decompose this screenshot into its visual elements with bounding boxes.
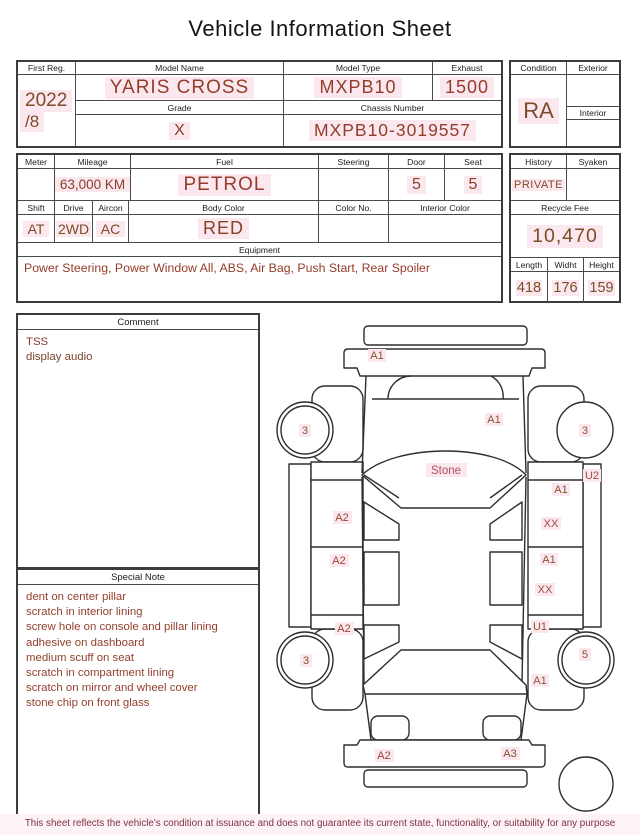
- special-note-line: scratch in compartment lining: [26, 667, 175, 680]
- car-damage-diagram: [268, 312, 634, 812]
- damage-label: 3: [302, 655, 310, 667]
- damage-label: A2: [377, 750, 391, 762]
- aircon-value: AC: [93, 215, 129, 243]
- seat-label: Seat: [445, 155, 501, 169]
- special-note-box: [16, 568, 260, 819]
- special-note-line: adhesive on dashboard: [26, 636, 145, 649]
- meter-value: [18, 169, 55, 201]
- rear-window: [363, 650, 527, 694]
- special-note-line: screw hole on console and pillar lining: [26, 621, 218, 634]
- shift-label: Shift: [18, 201, 55, 215]
- length-value: 418: [511, 272, 548, 303]
- damage-label: 3: [581, 425, 589, 437]
- door-value: 5: [389, 169, 445, 201]
- model-name-value: YARIS CROSS: [76, 75, 284, 101]
- width-label: Widht: [548, 258, 584, 272]
- damage-label: 3: [301, 425, 309, 437]
- special-note-line: stone chip on front glass: [26, 697, 150, 710]
- exterior-label: Exterior: [567, 62, 619, 75]
- registration-table: [16, 60, 503, 148]
- damage-label: A1: [533, 675, 547, 687]
- special-note-line: dent on center pillar: [26, 591, 127, 603]
- special-note-line: medium scuff on seat: [26, 651, 135, 664]
- damage-label: 5: [581, 649, 589, 661]
- body-color-label: Body Color: [129, 201, 319, 215]
- spare-tire: [559, 757, 613, 811]
- front-grille-bar: [364, 326, 527, 345]
- damage-label: XX: [537, 584, 553, 596]
- page-title: Vehicle Information Sheet: [188, 16, 452, 41]
- interior-value: [567, 120, 619, 146]
- width-value: 176: [548, 272, 584, 303]
- mileage-value: 63,000 KM: [55, 169, 131, 201]
- damage-label: XX: [543, 518, 559, 530]
- disclaimer-text: This sheet reflects the vehicle's condition at issuance and does not guarantee its current state, functionality, or suitability for any purpose: [24, 818, 616, 829]
- seat-value: 5: [445, 169, 501, 201]
- special-note-line: scratch on mirror and wheel cover: [26, 682, 198, 695]
- spec-table: [16, 153, 503, 303]
- left-sill-strip: [289, 464, 311, 627]
- equipment-label: Equipment: [18, 243, 501, 257]
- damage-label: A2: [337, 623, 351, 635]
- history-table: [509, 153, 621, 303]
- meter-label: Meter: [18, 155, 55, 169]
- shift-value: AT: [18, 215, 55, 243]
- chassis-number-label: Chassis Number: [284, 101, 501, 115]
- damage-label: A1: [487, 414, 501, 426]
- condition-value: RA: [511, 75, 567, 146]
- color-no-label: Color No.: [319, 201, 389, 215]
- right-sill-strip: [583, 464, 601, 627]
- history-value: PRIVATE: [511, 169, 567, 201]
- recycle-fee-label: Recycle Fee: [511, 201, 619, 215]
- right-taillight: [483, 716, 521, 740]
- grade-value: X: [76, 115, 284, 146]
- condition-table: [509, 60, 621, 148]
- damage-label: U2: [584, 470, 600, 482]
- condition-label: Condition: [511, 62, 567, 75]
- model-type-label: Model Type: [284, 62, 433, 75]
- left-door-panels: [311, 462, 363, 629]
- first-reg-value: 2022 /8: [18, 75, 76, 146]
- damage-label: A3: [503, 748, 517, 760]
- exhaust-value: 1500: [433, 75, 501, 101]
- length-label: Length: [511, 258, 548, 272]
- drive-value: 2WD: [55, 215, 93, 243]
- interior-color-label: Interior Color: [389, 201, 501, 215]
- damage-label: A1: [370, 350, 384, 362]
- model-type-value: MXPB10: [284, 75, 433, 101]
- first-reg-label: First Reg.: [18, 62, 76, 75]
- mileage-label: Mileage: [55, 155, 131, 169]
- windshield: [362, 451, 526, 508]
- damage-label: U1: [532, 621, 548, 633]
- comment-header: Comment: [18, 315, 258, 330]
- special-note-line: scratch in interior lining: [26, 606, 143, 619]
- damage-label: A2: [332, 555, 346, 567]
- comment-box: [16, 313, 260, 569]
- fuel-value: PETROL: [131, 169, 319, 201]
- damage-label: Stone: [430, 465, 462, 477]
- grade-label: Grade: [76, 101, 284, 115]
- equipment-value: Power Steering, Power Window All, ABS, Air Bag, Push Start, Rear Spoiler: [24, 261, 430, 275]
- exhaust-label: Exhaust: [433, 62, 501, 75]
- height-label: Height: [584, 258, 619, 272]
- syaken-label: Syaken: [567, 155, 619, 169]
- exterior-value: [567, 75, 619, 107]
- drive-label: Drive: [55, 201, 93, 215]
- interior-color-value: [389, 215, 501, 243]
- damage-label: A1: [554, 484, 568, 496]
- left-taillight: [371, 716, 409, 740]
- comment-line: TSS: [26, 336, 49, 348]
- steering-value: [319, 169, 389, 201]
- recycle-fee-value: 10,470: [511, 215, 619, 258]
- door-label: Door: [389, 155, 445, 169]
- color-no-value: [319, 215, 389, 243]
- body-color-value: RED: [129, 215, 319, 243]
- steering-label: Steering: [319, 155, 389, 169]
- fuel-label: Fuel: [131, 155, 319, 169]
- damage-label: A2: [335, 512, 349, 524]
- comment-line: display audio: [26, 350, 93, 363]
- rear-lower-bar: [364, 770, 527, 787]
- chassis-number-value: MXPB10-3019557: [284, 115, 501, 146]
- height-value: 159: [589, 279, 614, 296]
- model-name-label: Model Name: [76, 62, 284, 75]
- syaken-value: [567, 169, 619, 201]
- special-note-header: Special Note: [18, 570, 258, 585]
- interior-label: Interior: [567, 107, 619, 120]
- damage-label: A1: [542, 554, 556, 566]
- aircon-label: Aircon: [93, 201, 129, 215]
- history-label: History: [511, 155, 567, 169]
